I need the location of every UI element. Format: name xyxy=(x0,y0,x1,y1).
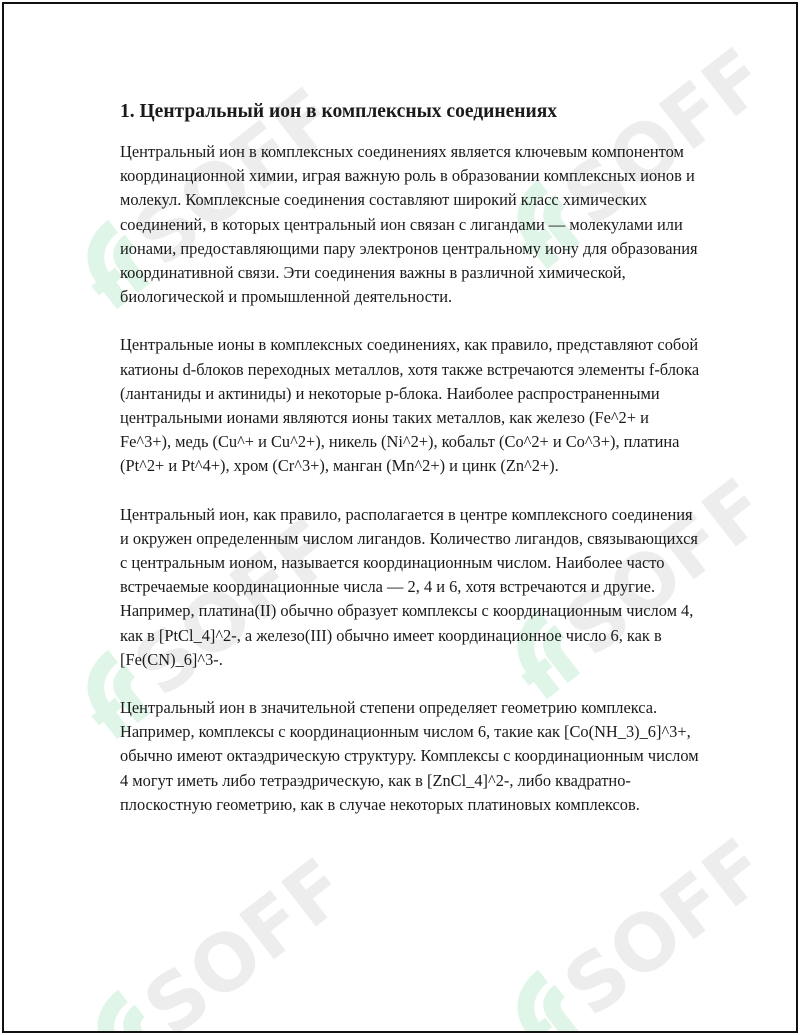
section-title: 1. Центральный ион в комплексных соединениях xyxy=(120,101,557,122)
paragraph-1: Центральный ион в комплексных соединениях является ключевым компонентом координационной химии, играя важную роль в образовании комплексных ионов и молекул. Комплексные соединения составляют широкий класс химических соединений, в которых центральный ион связан с лигандами — молекулами или ионами, предоставляющими пару электронов центральному иону для образования координативной связи. Эти соединения важны в различной химической, биологической и промышленной деятельности. xyxy=(120,142,698,307)
paragraph-2: Центральные ионы в комплексных соединениях, как правило, представляют собой катионы d-блоков переходных металлов, хотя также встречаются элементы f-блока (лантаниды и актиниды) и некоторые p-блока. Наиболее распространенными центральными ионами являются ионы таких металлов, как железо (Fe^2+ и Fe^3+), медь (Cu^+ и Cu^2+), никель (Ni^2+), кобальт (Co^2+ и Co^3+), платина (Pt^2+ и Pt^4+), хром (Cr^3+), манган (Mn^2+) и цинк (Zn^2+). xyxy=(120,335,700,476)
paragraph-3: Центральный ион, как правило, располагается в центре комплексного соединения и окружен определенным числом лигандов. Количество лигандов, связывающихся с центральным ионом, называется координационным числом. Наиболее часто встречаемые координационные числа — 2, 4 и 6, хотя встречаются и другие. Например, платина(II) обычно образует комплексы с координационным числом 4, как в [PtCl_4]^2-, а железо(III) обычно имеет координационное число 6, как в [Fe(CN)_6]^3-. xyxy=(120,504,698,669)
document-page xyxy=(2,2,798,1033)
paragraph-4: Центральный ион в значительной степени определяет геометрию комплекса. Например, комплексы с координационным числом 6, такие как [Co(NH_3)_6]^3+, обычно имеют октаэдрическую структуру. Комплексы с координационным числом 4 могут иметь либо тетраэдрическую, как в [ZnCl_4]^2-, либо квадратно-плоскостную геометрию, как в случае некоторых платиновых комплексов. xyxy=(120,698,699,814)
document-content xyxy=(120,100,700,841)
watermark-layer: SOFF xyxy=(4,4,796,1031)
